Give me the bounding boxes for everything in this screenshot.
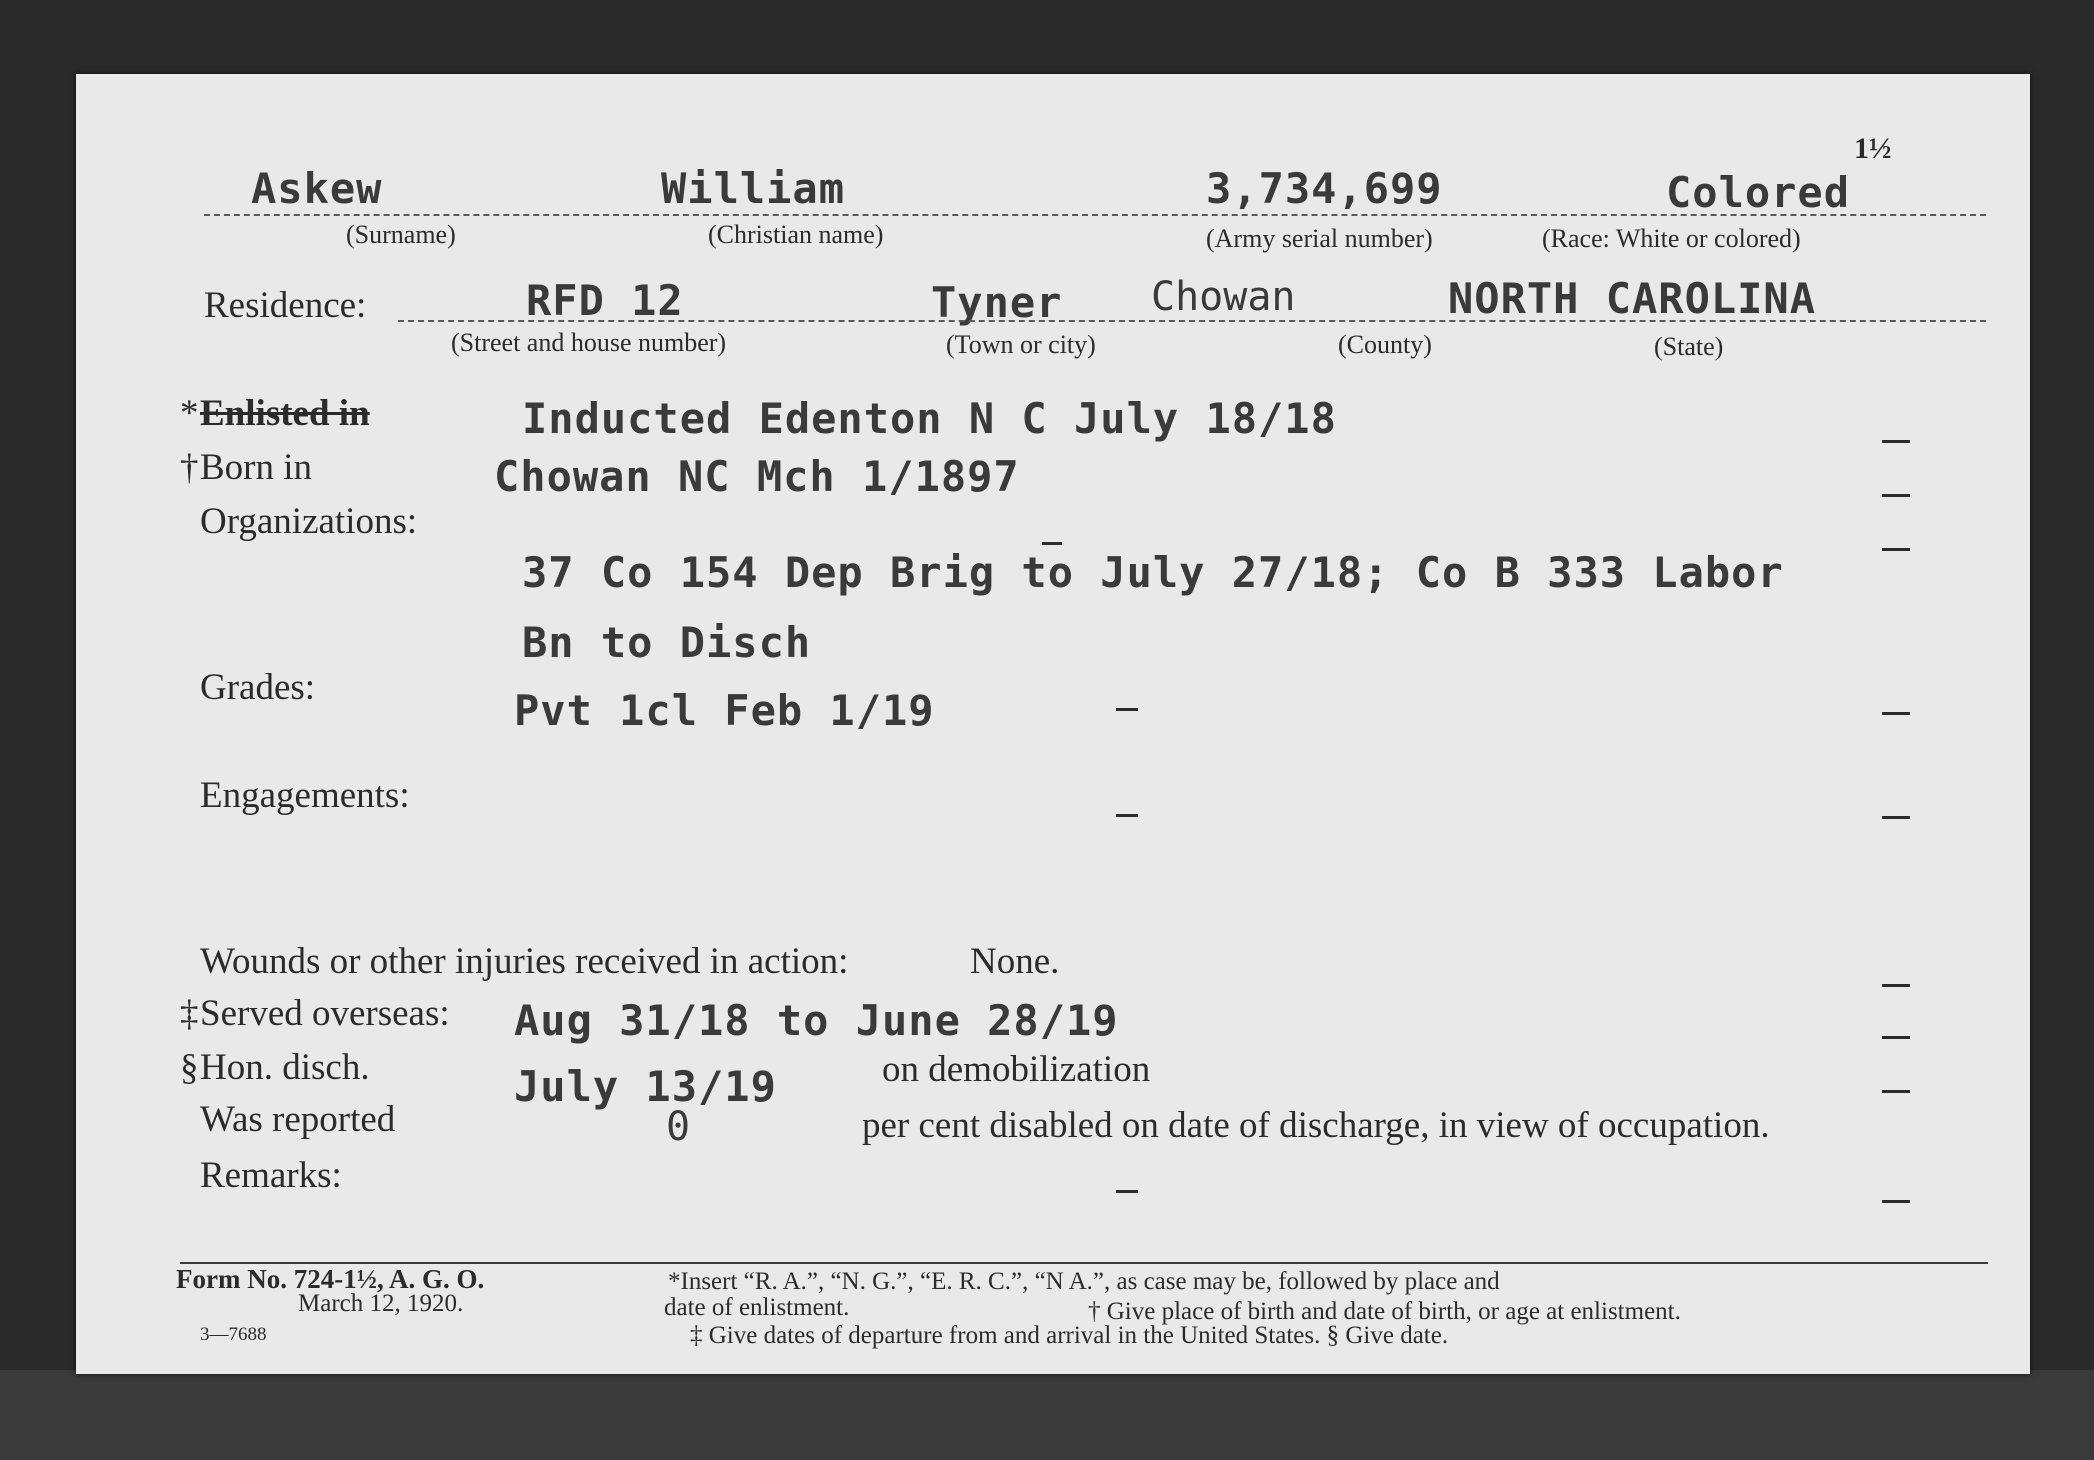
caption-serial-number: (Army serial number) bbox=[1206, 224, 1433, 253]
enlisted-value: Inducted Edenton N C July 18/18 bbox=[522, 394, 1337, 443]
dash-mark bbox=[1116, 1190, 1138, 1193]
dash-mark bbox=[1882, 1200, 1910, 1203]
grades-value: Pvt 1cl Feb 1/19 bbox=[514, 686, 935, 735]
dash-mark bbox=[1882, 816, 1910, 819]
footnote-line1: *Insert “R. A.”, “N. G.”, “E. R. C.”, “N A.”, as case may be, followed by place and bbox=[668, 1268, 1500, 1295]
dash-mark bbox=[1882, 1036, 1910, 1039]
overseas-value: Aug 31/18 to June 28/19 bbox=[514, 996, 1119, 1045]
dash-mark bbox=[1042, 542, 1062, 545]
born-value: Chowan NC Mch 1/1897 bbox=[494, 452, 1020, 501]
form-date: March 12, 1920. bbox=[298, 1290, 464, 1317]
residence-street: RFD 12 bbox=[526, 276, 684, 325]
service-record-card bbox=[76, 74, 2030, 1374]
reported-value: 0 bbox=[666, 1104, 691, 1150]
born-mark: † bbox=[180, 447, 199, 488]
dash-mark bbox=[1116, 708, 1138, 711]
enlisted-label: Enlisted in bbox=[200, 393, 370, 434]
grades-label: Grades: bbox=[200, 667, 316, 708]
wounds-value: None. bbox=[970, 941, 1060, 982]
christian-name-value: William bbox=[661, 164, 846, 213]
overseas-mark: ‡ bbox=[180, 993, 199, 1034]
disch-mark: § bbox=[180, 1047, 199, 1088]
dash-mark bbox=[1882, 984, 1910, 987]
organizations-line1: 37 Co 154 Dep Brig to July 27/18; Co B 333 Labor bbox=[522, 548, 1784, 597]
residence-town: Tyner bbox=[931, 278, 1063, 327]
engagements-label: Engagements: bbox=[200, 775, 410, 816]
header-line bbox=[204, 214, 1986, 216]
remarks-label: Remarks: bbox=[200, 1155, 342, 1196]
caption-state: (State) bbox=[1654, 332, 1724, 361]
print-code: 3—7688 bbox=[200, 1324, 267, 1345]
overseas-label: Served overseas: bbox=[200, 993, 450, 1034]
caption-county: (County) bbox=[1338, 330, 1432, 359]
footnote-line3: ‡ Give dates of departure from and arrival in the United States. § Give date. bbox=[690, 1322, 1449, 1349]
form-number: Form No. 724-1½, A. G. O. bbox=[176, 1264, 485, 1294]
footnote-line2a: date of enlistment. bbox=[664, 1294, 850, 1321]
disch-value: July 13/19 bbox=[514, 1062, 777, 1111]
dash-mark bbox=[1882, 440, 1910, 443]
disch-label: Hon. disch. bbox=[200, 1047, 370, 1088]
caption-town: (Town or city) bbox=[946, 330, 1096, 359]
residence-line bbox=[398, 320, 1986, 322]
caption-race: (Race: White or colored) bbox=[1542, 224, 1801, 253]
organizations-label: Organizations: bbox=[200, 501, 418, 542]
reported-suffix: per cent disabled on date of discharge, in view of occupation. bbox=[862, 1105, 1770, 1146]
dash-mark bbox=[1882, 712, 1910, 715]
wounds-label: Wounds or other injuries received in action: bbox=[200, 941, 849, 982]
background-bottom bbox=[0, 1370, 2094, 1460]
race-value: Colored bbox=[1666, 168, 1851, 217]
caption-street: (Street and house number) bbox=[451, 328, 727, 357]
caption-christian-name: (Christian name) bbox=[708, 220, 884, 249]
residence-county: Chowan bbox=[1151, 274, 1296, 320]
dash-mark bbox=[1882, 1090, 1910, 1093]
reported-label: Was reported bbox=[200, 1099, 396, 1140]
serial-number-value: 3,734,699 bbox=[1206, 164, 1443, 213]
residence-label: Residence: bbox=[204, 285, 367, 326]
dash-mark bbox=[1882, 548, 1910, 551]
dash-mark bbox=[1882, 494, 1910, 497]
surname-value: Askew bbox=[251, 164, 383, 213]
dash-mark bbox=[1116, 814, 1138, 817]
enlisted-mark: * bbox=[180, 393, 199, 434]
born-label: Born in bbox=[200, 447, 313, 488]
footnote-line2b: † Give place of birth and date of birth, or age at enlistment. bbox=[1088, 1298, 1681, 1325]
disch-suffix: on demobilization bbox=[882, 1049, 1151, 1090]
corner-mark: 1½ bbox=[1854, 132, 1892, 165]
organizations-line2: Bn to Disch bbox=[522, 618, 812, 667]
caption-surname: (Surname) bbox=[346, 220, 456, 249]
residence-state: NORTH CAROLINA bbox=[1448, 274, 1817, 323]
